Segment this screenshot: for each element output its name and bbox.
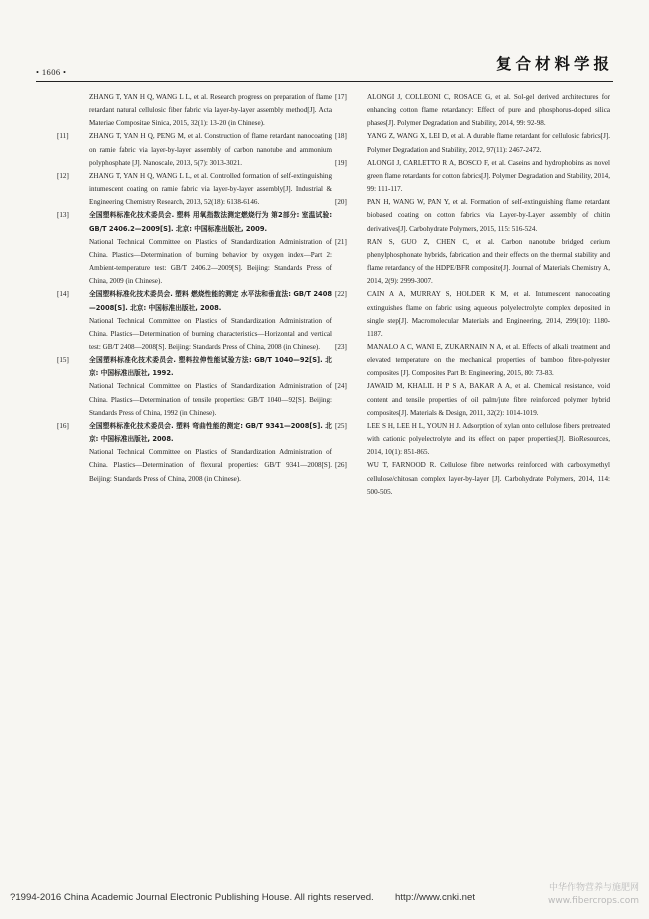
reference-26 bbox=[335, 459, 610, 498]
copyright-text: ?1994-2016 China Academic Journal Electronic Publishing House. All rights reserved. bbox=[10, 892, 374, 903]
reference-text: WU T, FARNOOD R. Cellulose fibre networks reinforced with carboxymethyl cellulose/chitosan complex layer-by-layer [J]. Carbohydrate Polymers, 2014, 114: 500-505. bbox=[367, 461, 610, 496]
reference-chinese-text: 全国塑料标准化技术委员会. 塑料 用氧指数法测定燃烧行为 第2部分: 室温试验: GB/T 2406.2—2009[S]. 北京: 中国标准出版社, 2009. bbox=[89, 211, 332, 233]
page-header bbox=[36, 50, 613, 80]
reference-number: [22] bbox=[335, 290, 347, 299]
reference-14 bbox=[57, 288, 332, 354]
reference-11 bbox=[57, 130, 332, 169]
header-rule bbox=[36, 81, 613, 82]
reference-number: [23] bbox=[335, 342, 347, 351]
reference-10-continued bbox=[57, 91, 332, 130]
reference-english-text: National Technical Committee on Plastics of Standardization Administration of China. Plastics—Determination of tensile properties: GB/T 1040—92[S]. Beijing: Standards Press of China, 1992 (in Chinese). bbox=[89, 382, 332, 417]
reference-text: ZHANG T, YAN H Q, WANG L L, et al. Research progress on preparation of flame retardant natural cellulosic fiber fabric via layer-by-layer assembly method[J]. Acta Materiae Compositae Sinica, 2015, 32(1): 13-20 (in Chinese). bbox=[89, 93, 332, 128]
reference-text: YANG Z, WANG X, LEI D, et al. A durable flame retardant for cellulosic fabrics[J]. Polymer Degradation and Stability, 2012, 97(11): 2467-2472. bbox=[367, 132, 610, 154]
reference-number: [14] bbox=[57, 290, 69, 299]
reference-chinese-text: 全国塑料标准化技术委员会. 塑料 燃烧性能的测定 水平法和垂直法: GB/T 2408—2008[S]. 北京: 中国标准出版社, 2008. bbox=[89, 290, 332, 312]
reference-text: CAIN A A, MURRAY S, HOLDER K M, et al. Intumescent nanocoating extinguishes flame on fabric using aqueous polyelectrolyte complex deposited in single step[J]. Macromolecular Materials and Engineering, 2014, 299(10): 1180-1187. bbox=[367, 290, 610, 338]
reference-21 bbox=[335, 236, 610, 289]
footer-url[interactable]: http://www.cnki.net bbox=[395, 892, 476, 903]
copyright-footer bbox=[10, 892, 475, 903]
reference-17 bbox=[335, 91, 610, 130]
reference-15 bbox=[57, 354, 332, 420]
watermark-line1: 中华作物营养与施肥网 bbox=[548, 883, 639, 893]
reference-text: ZHANG T, YAN H Q, WANG L L, et al. Controlled formation of self-extinguishing intumescent coating on ramie fabric via layer-by-layer assembly[J]. Industrial & Engineering Chemistry Research, 2013, 52(18): 6138-6146. bbox=[89, 171, 332, 207]
reference-english-text: National Technical Committee on Plastics of Standardization Administration of China. Plastics—Determination of burning characteristics—Horizontal and vertical test: GB/T 2408—2008[S]. Beijing: Standards Press of China, 2008 (in Chinese). bbox=[89, 316, 332, 351]
reference-number: [18] bbox=[335, 132, 347, 141]
page-number: • 1606 • bbox=[36, 67, 67, 77]
reference-number: [24] bbox=[335, 382, 347, 391]
reference-number: [13] bbox=[57, 211, 69, 220]
reference-text: LEE S H, LEE H L, YOUN H J. Adsorption of xylan onto cellulose fibers pretreated with cationic polyelectrolyte and its effect on paper properties[J]. BioResources, 2014, 10(1): 851-865. bbox=[367, 421, 610, 457]
reference-number: [21] bbox=[335, 237, 347, 246]
reference-12 bbox=[57, 170, 332, 209]
reference-text: ALONGI J, CARLETTO R A, BOSCO F, et al. Caseins and hydrophobins as novel green flame retardants for cotton fabrics[J]. Polymer Degradation and Stability, 2014, 99: 111-117. bbox=[367, 158, 610, 194]
reference-22 bbox=[335, 288, 610, 341]
reference-text: PAN H, WANG W, PAN Y, et al. Formation of self-extinguishing flame retardant biobased coating on cotton fabrics via Layer-by-Layer assembly of chitin derivatives[J]. Carbohydrate Polymers, 2015, 115: 516-524. bbox=[367, 198, 610, 233]
reference-number: [25] bbox=[335, 421, 347, 430]
reference-number: [20] bbox=[335, 198, 347, 207]
reference-english-text: National Technical Committee on Plastics of Standardization Administration of China. Plastics—Determination of flexural properties: GB/T 9341—2008[S]. Beijing: Standards Press of China, 2008 (in Chinese). bbox=[89, 448, 332, 483]
reference-23 bbox=[335, 341, 610, 380]
watermark-line2: www.fibercrops.com bbox=[548, 896, 639, 906]
reference-number: [17] bbox=[335, 93, 347, 101]
reference-18 bbox=[335, 130, 610, 156]
journal-title: 复合材料学报 bbox=[495, 55, 613, 73]
reference-text: MANALO A C, WANI E, ZUKARNAIN N A, et al. Effects of alkali treatment and elevated temperature on the mechanical properties of bamboo fibre-polyester composites [J]. Composites Part B: Engineering, 2015, 80: 73-83. bbox=[367, 342, 610, 378]
reference-13 bbox=[57, 209, 332, 288]
reference-16 bbox=[57, 420, 332, 486]
reference-number: [26] bbox=[335, 461, 347, 470]
references-left-column bbox=[57, 91, 332, 486]
reference-text: JAWAID M, KHALIL H P S A, BAKAR A A, et al. Chemical resistance, void content and tensile properties of oil palm/jute fibre reinforced polymer hybrid composites[J]. Materials & Design, 2011, 32(2): 1014-1019. bbox=[367, 382, 610, 417]
reference-number: [15] bbox=[57, 356, 69, 365]
watermark bbox=[548, 882, 639, 908]
reference-number: [12] bbox=[57, 171, 69, 180]
reference-number: [16] bbox=[57, 421, 69, 430]
reference-chinese-text: 全国塑料标准化技术委员会. 塑料拉伸性能试验方法: GB/T 1040—92[S]. 北京: 中国标准出版社, 1992. bbox=[89, 356, 332, 378]
reference-number: [19] bbox=[335, 158, 347, 167]
reference-english-text: National Technical Committee on Plastics of Standardization Administration of China. Plastics—Determination of burning behavior by oxygen index—Part 2: Ambient-temperature test: GB/T 2406.2—2009[S]. Beijing: Standards Press of China, 2009 (in Chinese). bbox=[89, 237, 332, 286]
reference-25 bbox=[335, 420, 610, 459]
references-right-column bbox=[335, 91, 610, 499]
reference-text: ZHANG T, YAN H Q, PENG M, et al. Construction of flame retardant nanocoating on ramie fabric via layer-by-layer assembly of carbon nanotube and ammonium polyphosphate [J]. Nanoscale, 2013, 5(7): 3013-3021. bbox=[89, 132, 332, 167]
reference-text: RAN S, GUO Z, CHEN C, et al. Carbon nanotube bridged cerium phenylphosphonate hybrids, fabrication and their effects on the thermal stability and flame retardancy of the HDPE/BFR composite[J]. Journal of Materials Chemistry A, 2014, 2(9): 2999-3007. bbox=[367, 237, 610, 286]
reference-chinese-text: 全国塑料标准化技术委员会. 塑料 弯曲性能的测定: GB/T 9341—2008[S]. 北京: 中国标准出版社, 2008. bbox=[89, 421, 332, 444]
reference-text: ALONGI J, COLLEONI C, ROSACE G, et al. Sol-gel derived architectures for enhancing cotton flame retardancy: Effect of pure and phosphorus-doped silica phases[J]. Polymer Degradation and Stability, 2014, 99: 92-98. bbox=[367, 93, 610, 128]
reference-24 bbox=[335, 380, 610, 419]
reference-20 bbox=[335, 196, 610, 235]
reference-number: [11] bbox=[57, 132, 69, 141]
reference-19 bbox=[335, 157, 610, 196]
